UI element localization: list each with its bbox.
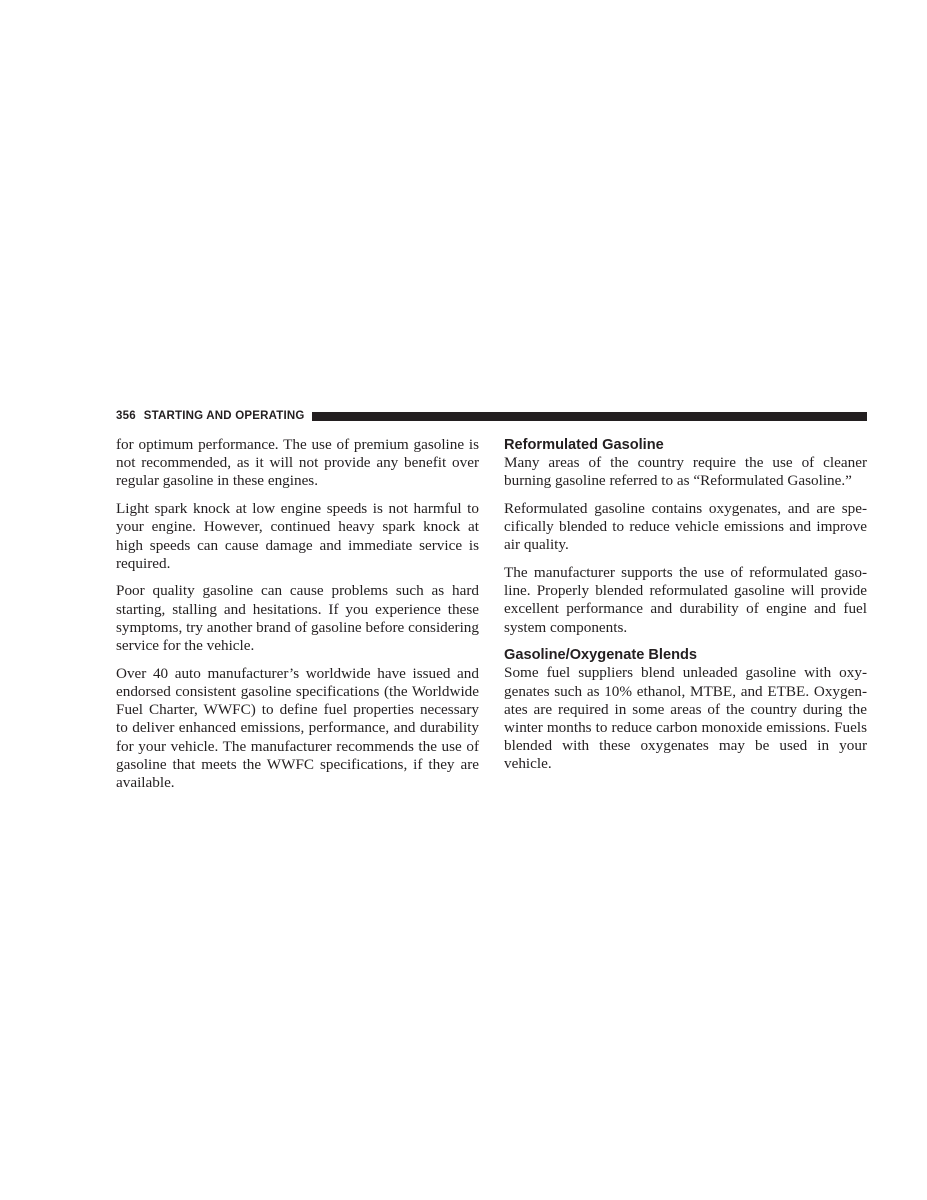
paragraph-poor-quality-gasoline: Poor quality gasoline can cause problems such as hard starting, stalling and hesitations. If you experience these symptoms, try another brand of gasoline before considering service for the vehicle. xyxy=(116,582,479,655)
heading-reformulated-gasoline: Reformulated Gasoline xyxy=(504,437,664,453)
header-rule xyxy=(312,412,867,421)
section-title: STARTING AND OPERATING xyxy=(143,410,305,422)
paragraph-cleaner-burning: Many areas of the country require the use of cleaner burning gasoline referred to as “Reformulated Gasoline.” xyxy=(504,454,867,490)
page-header xyxy=(116,408,867,424)
right-column xyxy=(504,436,867,783)
paragraph-spark-knock: Light spark knock at low engine speeds is not harmful to your engine. However, continued heavy spark knock at high speeds can cause damage and immediate service is required. xyxy=(116,500,479,572)
paragraph-oxygenates: Reformulated gasoline contains oxygenates, and are specifically blended to reduce vehicle emissions and improve air quality. xyxy=(504,499,867,554)
paragraph-wwfc: Over 40 auto manufacturer’s worldwide have issued and endorsed consistent gasoline specifications (the Worldwide Fuel Charter, WWFC) to define fuel properties necessary to deliver enhanced emissions, performance, and durability for your vehicle. The manufacturer recommends the use of gasoline that meets the WWFC specifications, if they are available. xyxy=(116,664,479,791)
paragraph-premium-gasoline: for optimum performance. The use of premium gasoline is not recommended, as it will not provide any benefit over regular gasoline in these engines. xyxy=(116,436,479,490)
paragraph-fuel-suppliers: Some fuel suppliers blend unleaded gasoline with oxygenates such as 10% ethanol, MTBE, and ETBE. Oxygenates are required in some areas of the country during the winter months to reduce carbon monoxide emissions. Fuels blended with these oxygenates may be used in your vehicle. xyxy=(504,664,867,773)
left-column xyxy=(116,436,479,802)
heading-oxygenate-blends: Gasoline/Oxygenate Blends xyxy=(504,647,698,664)
page-number: 356 xyxy=(116,410,136,422)
paragraph-manufacturer-support: The manufacturer supports the use of reformulated gasoline. Properly blended reformulated gasoline will provide excellent performance and durability of engine and fuel system components. xyxy=(504,564,867,636)
